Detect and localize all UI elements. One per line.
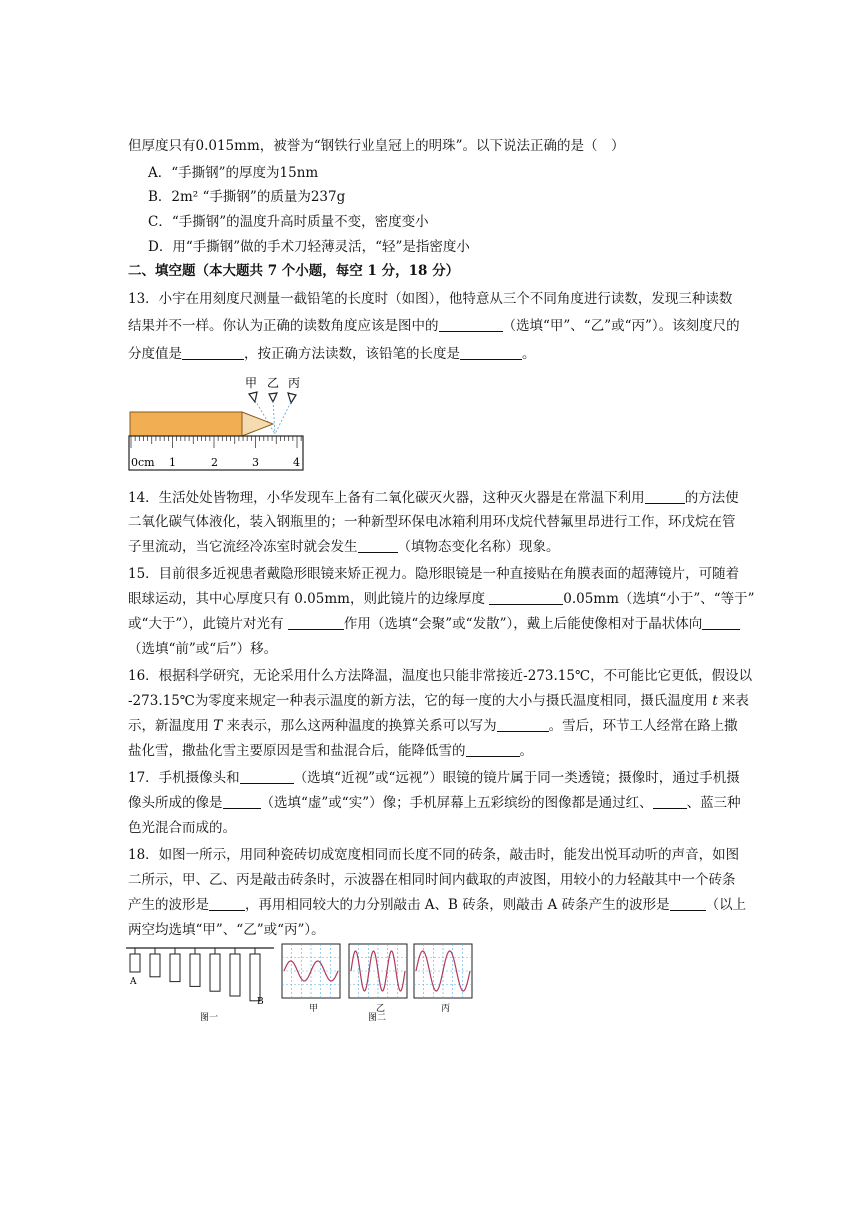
wave-label-bing: 丙 [441, 1004, 451, 1014]
pencil-body [130, 412, 242, 436]
ruler-tick-label: 4 [293, 456, 300, 469]
eye-label-yi: 乙 [267, 376, 280, 390]
q18-line-2: 二所示，甲、乙、丙是敲击砖条时，示波器在相同时间内截取的声波图，用较小的力轻敲其中一个砖条 [128, 872, 736, 888]
answer-blank[interactable] [209, 897, 245, 911]
answer-blank[interactable] [223, 795, 261, 809]
tile-bar [150, 954, 160, 977]
q13-line-2: 结果并不一样。你认为正确的读数角度应该是图中的 （选填“甲”、“乙”或“丙”）。该刻度尺的 [128, 318, 740, 334]
q12-stem-tail: 但厚度只有0.015mm，被誉为“钢铁行业皇冠上的明珠”。以下说法正确的是（ ） [128, 138, 625, 154]
tile-bar [210, 954, 220, 991]
eye-label-bing: 丙 [288, 376, 301, 390]
answer-blank[interactable] [182, 346, 244, 360]
answer-blank[interactable] [288, 616, 344, 630]
waveforms-figure [280, 942, 490, 1024]
ruler-tick-label: 2 [211, 456, 218, 469]
q16-line-3: 示，新温度用 T 来表示，那么这两种温度的换算关系可以写为 。雪后，环节工人经常在路上撒 [128, 718, 738, 734]
tile-bar [190, 954, 200, 986]
ruler-tick-label: 1 [169, 456, 176, 469]
q18-line-3: 产生的波形是 ，再用相同较大的力分别敲击 A、B 砖条，则敲击 A 砖条产生的波形是 （以上 [128, 897, 747, 913]
tile-label-a: A [130, 977, 137, 987]
tile-bar [130, 954, 140, 972]
ruler-tick-label: 3 [252, 456, 259, 469]
q15-line-1: 15．目前很多近视患者戴隐形眼镜来矫正视力。隐形眼镜是一种直接贴在角膜表面的超薄镜片，可随着 [128, 566, 740, 582]
figure-caption-1: 图一 [200, 1013, 219, 1023]
answer-blank[interactable] [460, 346, 522, 360]
q17-line-3: 色光混合而成的。 [128, 820, 236, 836]
answer-blank[interactable] [702, 616, 740, 630]
tile-bar [170, 954, 180, 982]
ruler-unit-label: 0cm [131, 456, 155, 469]
q12-option-b: B．2m² “手撕钢”的质量为237g [148, 189, 346, 205]
q14-line-2: 二氧化碳气体液化，装入钢瓶里的；一种新型环保电冰箱利用环戊烷代替氟里昂进行工作，环戊烷在管 [128, 514, 736, 530]
q18-line-1: 18．如图一所示，用同种瓷砖切成宽度相同而长度不同的砖条，敲击时，能发出悦耳动听的声音，如图 [128, 847, 740, 863]
wave-label-jia: 甲 [309, 1004, 319, 1014]
answer-blank[interactable] [653, 795, 687, 809]
answer-blank[interactable] [497, 718, 549, 732]
answer-blank[interactable] [645, 490, 685, 504]
answer-blank[interactable] [466, 743, 520, 757]
q13-line-1: 13．小宇在用刻度尺测量一截铅笔的长度时（如图），他特意从三个不同角度进行读数，发现三种读数 [128, 291, 733, 307]
q12-option-c: C．“手撕钢”的温度升高时质量不变，密度变小 [148, 214, 429, 230]
q18-line-4: 两空均选填“甲”、“乙”或“丙”）。 [128, 922, 325, 938]
q17-line-2: 像头所成的像是 （选填“虚”或“实”）像；手机屏幕上五彩缤纷的图像都是通过红、 、蓝三种 [128, 795, 741, 811]
q16-line-2: -273.15℃为零度来规定一种表示温度的新方法，它的每一度的大小与摄氏温度相同，摄氏温度用 t 来表 [128, 693, 749, 709]
tile-bar [230, 954, 240, 996]
q12-option-d: D．用“手撕钢”做的手术刀轻薄灵活，“轻”是指密度小 [148, 239, 470, 255]
eye-label-jia: 甲 [245, 376, 258, 390]
answer-blank[interactable] [240, 770, 294, 784]
wave-panels [282, 944, 472, 998]
q15-line-2: 眼球运动，其中心厚度只有 0.05mm，则此镜片的边缘厚度 0.05mm（选填“小于”、“等于” [128, 591, 755, 607]
q16-line-1: 16．根据科学研究，无论采用什么方法降温，温度也只能非常接近-273.15℃，不可能比它更低，假设以 [128, 668, 753, 684]
q16-line-4: 盐化雪，撒盐化雪主要原因是雪和盐混合后，能降低雪的 。 [128, 743, 533, 759]
tile-label-b: B [257, 997, 264, 1007]
q12-option-a: A．“手撕钢”的厚度为15nm [148, 165, 319, 181]
q13-line-3: 分度值是 ，按正确方法读数，该铅笔的长度是 。 [128, 346, 536, 362]
q14-line-1: 14．生活处处皆物理，小华发现车上备有二氧化碳灭火器，这种灭火器是在常温下利用 的方法使 [128, 490, 739, 506]
q17-line-1: 17．手机摄像头和 （选填“近视”或“远视”）眼镜的镜片属于同一类透镜；摄像时，通过手机摄 [128, 770, 740, 786]
answer-blank[interactable] [439, 318, 503, 332]
q15-line-3: 或“大于”），此镜片对光有 作用（选填“会聚”或“发散”），戴上后能使像相对于晶状体向 [128, 615, 740, 633]
answer-blank[interactable] [489, 591, 563, 605]
figure-caption-2: 图二 [368, 1013, 387, 1023]
tile-bar [250, 954, 260, 1001]
q14-line-3: 子里流动，当它流经冷冻室时就会发生 （填物态变化名称）现象。 [128, 539, 560, 555]
answer-blank[interactable] [670, 897, 706, 911]
answer-blank[interactable] [358, 539, 398, 553]
section-title: 二、填空题（本大题共 7 个小题，每空 1 分，18 分） [128, 263, 460, 279]
wave-label-yi: 乙 [376, 1004, 386, 1014]
tiles-figure [122, 942, 282, 1024]
q15-line-4: （选填“前”或“后”）移。 [128, 641, 278, 657]
tile-bars [130, 948, 260, 1001]
pencil-tip [242, 412, 273, 436]
pencil-ruler-figure [125, 372, 310, 472]
